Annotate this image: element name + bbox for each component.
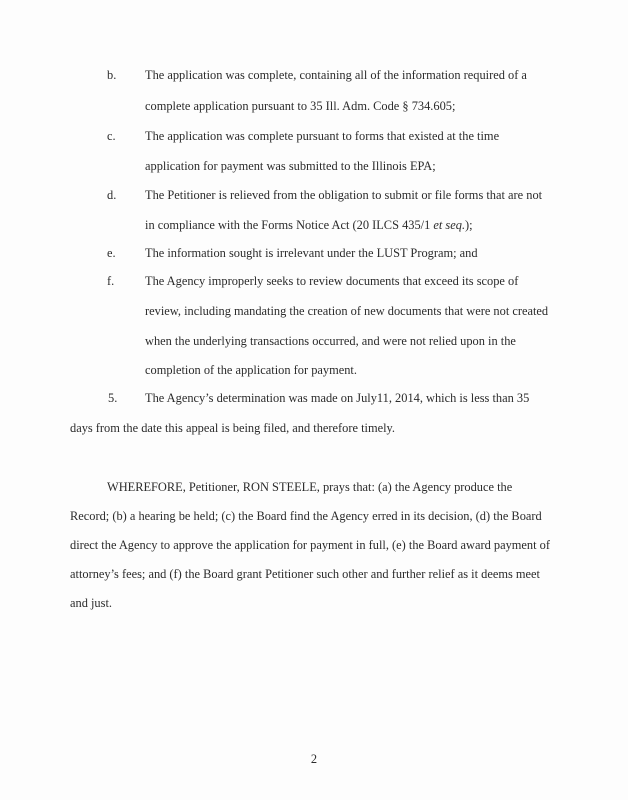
wherefore-line-4: attorney’s fees; and (f) the Board grant Petitioner such other and further relief as it deems meet [70,567,540,581]
list-item-b-line-2: complete application pursuant to 35 Ill. Adm. Code § 734.605; [145,99,456,113]
list-item-f-line-1: The Agency improperly seeks to review documents that exceed its scope of [145,274,519,288]
list-item-d-line-2-text: in compliance with the Forms Notice Act (20 ILCS 435/1 [145,218,434,232]
list-item-f-line-4: completion of the application for payment. [145,363,357,377]
paragraph-5-number: 5. [108,391,118,405]
paragraph-5-line-1: The Agency’s determination was made on July11, 2014, which is less than 35 [145,391,530,405]
list-item-f-line-3: when the underlying transactions occurred, and were not relied upon in the [145,334,516,348]
list-marker-d: d. [107,188,117,202]
list-marker-b: b. [107,68,117,82]
list-marker-e: e. [107,246,116,260]
wherefore-line-1: WHEREFORE, Petitioner, RON STEELE, prays that: (a) the Agency produce the [107,480,513,494]
list-item-d-suffix: ); [465,218,473,232]
list-item-d-line-1: The Petitioner is relieved from the obligation to submit or file forms that are not [145,188,543,202]
list-item-d-line-2 [145,218,473,233]
list-item-c-line-1: The application was complete pursuant to forms that existed at the time [145,129,500,143]
paragraph-5-line-2: days from the date this appeal is being filed, and therefore timely. [70,421,396,435]
list-item-c-line-2: application for payment was submitted to the Illinois EPA; [145,159,436,173]
list-item-e-line-1: The information sought is irrelevant under the LUST Program; and [145,246,478,260]
list-marker-c: c. [107,129,116,143]
wherefore-line-2: Record; (b) a hearing be held; (c) the Board find the Agency erred in its decision, (d) the Board [70,509,542,523]
wherefore-line-5: and just. [70,596,112,610]
page-number: 2 [310,752,318,766]
list-marker-f: f. [107,274,115,288]
list-item-b-line-1: The application was complete, containing all of the information required of a [145,68,527,82]
list-item-f-line-2: review, including mandating the creation of new documents that were not created [145,304,549,318]
wherefore-line-3: direct the Agency to approve the application for payment in full, (e) the Board award payment of [70,538,550,552]
list-item-d-italic: et seq. [433,218,466,232]
